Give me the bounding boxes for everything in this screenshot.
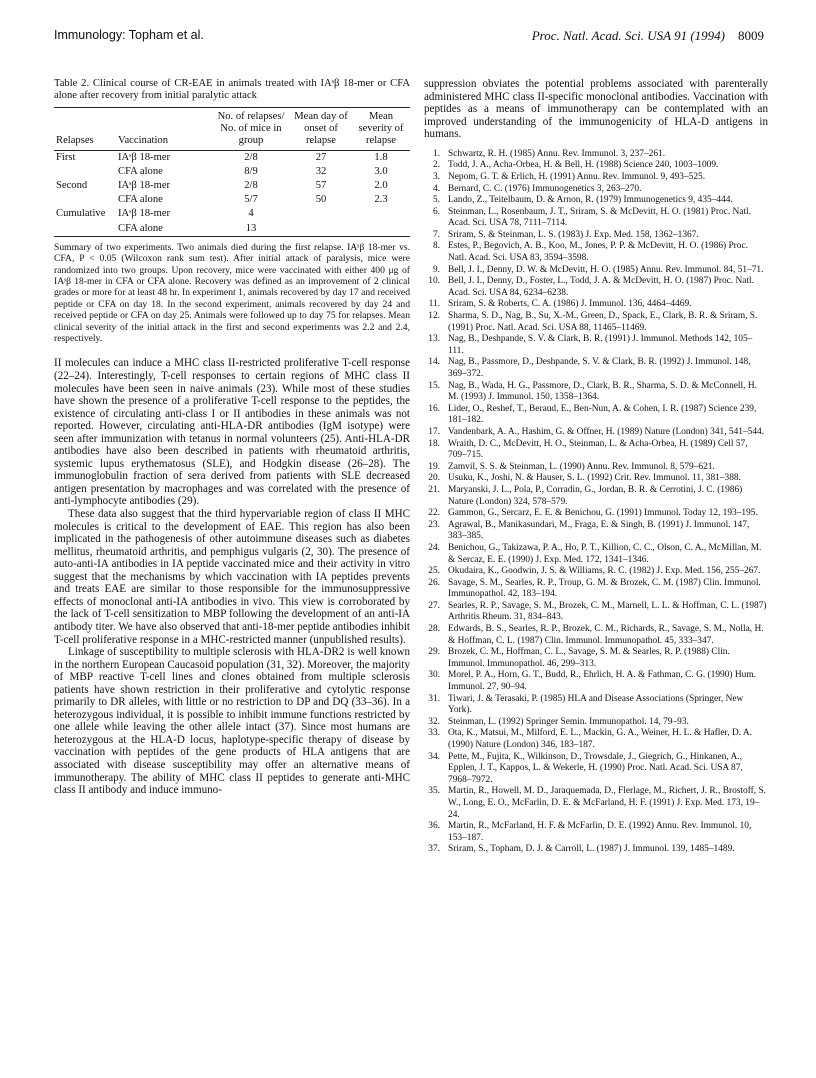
table-row <box>54 207 410 221</box>
page-number: 8009 <box>738 28 764 43</box>
reference-item <box>424 172 768 184</box>
paragraph: suppression obviates the potential problems associated with parenterally administered MHC class II-specific monoclonal antibodies. Vaccination with peptides as a means of immunotherapy can be contemplated with an improved understanding of the immunogenicity of HLA-D antigens in humans. <box>424 78 768 141</box>
table-body <box>54 150 410 236</box>
table-cell: First <box>56 151 76 163</box>
reference-number: 36. <box>428 821 440 832</box>
reference-text: Okudaira, K., Goodwin, J. S. & Williams, R. C. (1982) J. Exp. Med. 156, 255–267. <box>448 566 761 577</box>
reference-item <box>424 578 768 601</box>
reference-item <box>424 647 768 670</box>
reference-item <box>424 844 768 856</box>
reference-number: 15. <box>428 380 440 391</box>
reference-item <box>424 265 768 277</box>
header-section: Immunology: Topham et al. <box>54 28 204 42</box>
reference-text: Zamvil, S. S. & Steinman, L. (1990) Annu. Rev. Immunol. 8, 579–621. <box>448 461 715 472</box>
reference-list <box>424 149 768 856</box>
table-cell: 27 <box>315 151 327 163</box>
table-cell: IAˢβ 18-mer <box>118 151 171 163</box>
reference-text: Usuku, K., Joshi, N. & Hauser, S. L. (1992) Crit. Rev. Immunol. 11, 381–388. <box>448 473 741 484</box>
reference-text: Nag, B., Deshpande, S. V. & Clark, B. R. (1991) J. Immunol. Methods 142, 105–111. <box>448 334 753 356</box>
reference-number: 32. <box>428 716 440 727</box>
reference-number: 29. <box>428 647 440 658</box>
reference-number: 13. <box>428 334 440 345</box>
reference-text: Tiwari, J. & Terasaki, P. (1985) HLA and Disease Associations (Springer, New York). <box>448 693 744 716</box>
reference-number: 19. <box>428 461 440 472</box>
reference-text: Bell, J. I., Denny, D., Foster, L., Todd, J. A. & McDevitt, H. O. (1987) Proc. Natl. Acad. Sci. USA 84, 6234–6238. <box>448 276 754 298</box>
reference-number: 6. <box>432 206 440 217</box>
reference-text: Bell, J. I., Denny, D. W. & McDevitt, H. O. (1985) Annu. Rev. Immunol. 84, 51–71. <box>448 264 764 275</box>
table-cell: 5/7 <box>244 194 258 206</box>
reference-text: Martin, R., McFarland, H. F. & McFarlin, D. E. (1992) Annu. Rev. Immunol. 10, 153–187. <box>448 821 752 843</box>
reference-number: 21. <box>428 484 440 495</box>
reference-number: 27. <box>428 600 440 611</box>
reference-number: 11. <box>428 299 440 310</box>
table-cell: 32 <box>315 165 327 177</box>
table-row <box>54 179 410 193</box>
table-cell: 2.0 <box>374 180 388 191</box>
table-header-cell: No. of relapses/ No. of mice in group <box>217 110 285 146</box>
table-cell: 2/8 <box>244 151 258 163</box>
table-cell: 2/8 <box>244 180 258 191</box>
reference-item <box>424 357 768 380</box>
reference-item <box>424 717 768 729</box>
reference-number: 26. <box>428 577 440 588</box>
reference-text: Benichou, G., Takizawa, P. A., Ho, P. T., Killion, C. C., Olson, C. A., McMillan, M. & Sercaz, E. E. (1990) J. Exp. Med. 172, 1341–1346. <box>448 542 762 565</box>
reference-number: 8. <box>432 241 440 252</box>
reference-item <box>424 462 768 474</box>
table-header-cell: Mean severity of relapse <box>358 110 404 146</box>
right-body-text <box>424 78 768 141</box>
reference-text: Agrawal, B., Manikasundari, M., Fraga, E. & Singh, B. (1991) J. Immunol. 147, 383–385. <box>448 519 750 542</box>
reference-item <box>424 508 768 520</box>
table-header-cell: Relapses <box>56 134 94 146</box>
reference-item <box>424 241 768 264</box>
reference-text: Nepom, G. T. & Erlich, H. (1991) Annu. Rev. Immunol. 9, 493–525. <box>448 171 706 182</box>
reference-text: Nag, B., Passmore, D., Deshpande, S. V. & Clark, B. R. (1992) J. Immunol. 148, 369–372. <box>448 357 751 380</box>
reference-number: 2. <box>432 160 440 171</box>
reference-text: Edwards, B. S., Searles, R. P., Brozek, C. M., Richards, R., Savage, S. M., Nolla, H. & Hoffman, C. L. (1987) Clin. Immunol. Immunopathol. 45, 333–347. <box>448 624 764 646</box>
paragraph: II molecules can induce a MHC class II-restricted proliferative T-cell response (22–24). Interestingly, T-cell responses to certain regions of MHC class II molecules have been seen in naive animals (23). While most of these studies have shown the presence of a proliferative T-cell response to the peptides, the existence of circulating anti-class I or II antibodies in these animals was not reported. However, circulating anti-HLA-DR antibodies (IgM isotype) were seen after immunization with tetanus in normal volunteers (25). Anti-HLA-DR antibodies have also been described in patients with rheumatoid arthritis, systemic lupus erythematosus (SLE), and Hodgkin disease (26–28). The immunoglobulin fraction of sera derived from patients with SLE decreased antigen presentation by macrophages and was correlated with the presence of anti-lymphocyte antibodies (29). <box>54 357 410 508</box>
reference-number: 20. <box>428 473 440 484</box>
reference-text: Steinman, L., Rosenbaum, J. T., Sriram, S. & McDevitt, H. O. (1981) Proc. Natl. Acad. Sci. USA 78, 7111–7114. <box>448 206 752 229</box>
header-journal-page <box>532 28 764 44</box>
reference-item <box>424 299 768 311</box>
table-cell <box>54 193 116 207</box>
reference-item <box>424 439 768 462</box>
left-column <box>54 78 410 797</box>
reference-number: 3. <box>432 171 440 182</box>
table-footnote: Summary of two experiments. Two animals died during the first relapse. IAˢβ 18-mer vs. CFA, P < 0.05 (Wilcoxon rank sum test). After initial attack of paralysis, mice were randomized into two groups. Upon recovery, mice were vaccinated with either 400 μg of IAˢβ 18-mer in CFA or CFA alone. Recovery was defined as an improvement of 2 clinical grades or more for at least 48 hr. In experiment 1, animals recovered by day 17 and received peptide or CFA on day 18. In the second experiment, animals recovered by day 24 and received peptide or CFA on day 25. Animals were followed up to day 75 for relapses. Mean clinical severity of the initial attack in the first and second experiments was 2.2 and 2.4, respectively. <box>54 241 410 345</box>
table-cell: 57 <box>315 180 327 191</box>
reference-text: Schwartz, R. H. (1985) Annu. Rev. Immunol. 3, 237–261. <box>448 148 666 159</box>
table-cell: 50 <box>315 194 327 206</box>
reference-number: 16. <box>428 403 440 414</box>
table-cell <box>54 222 116 237</box>
reference-number: 17. <box>428 426 440 437</box>
reference-number: 9. <box>432 264 440 275</box>
table-cell: 2.3 <box>374 194 388 206</box>
reference-item <box>424 207 768 230</box>
reference-item <box>424 427 768 439</box>
reference-number: 35. <box>428 786 440 797</box>
reference-number: 10. <box>428 276 440 287</box>
reference-item <box>424 601 768 624</box>
reference-text: Ota, K., Matsui, M., Milford, E. L., Mackin, G. A., Weiner, H. L. & Hafler, D. A. (1990) Nature (London) 346, 183–187. <box>448 728 753 751</box>
reference-number: 25. <box>428 566 440 577</box>
table-cell: 1.8 <box>374 151 388 163</box>
reference-text: Vandenbark, A. A., Hashim, G. & Offner, H. (1989) Nature (London) 341, 541–544. <box>448 426 765 437</box>
reference-item <box>424 149 768 161</box>
table-row <box>54 193 410 207</box>
table-cell: 4 <box>248 208 254 220</box>
reference-item <box>424 381 768 404</box>
reference-number: 18. <box>428 438 440 449</box>
table-cell <box>290 222 352 237</box>
table-cell: Cumulative <box>56 208 106 220</box>
table-cell: IAˢβ 18-mer <box>118 208 171 220</box>
reference-number: 1. <box>432 148 440 159</box>
reference-text: Todd, J. A., Acha-Orbea, H. & Bell, H. (1988) Science 240, 1003–1009. <box>448 160 719 171</box>
reference-item <box>424 786 768 821</box>
table-header-cell: Vaccination <box>118 134 169 146</box>
reference-number: 31. <box>428 693 440 704</box>
header-journal: Proc. Natl. Acad. Sci. USA 91 (1994) <box>531 28 725 43</box>
table-row <box>54 222 410 237</box>
reference-item <box>424 566 768 578</box>
reference-number: 24. <box>428 542 440 553</box>
table-cell: 3.0 <box>374 165 388 177</box>
left-body-text <box>54 357 410 796</box>
reference-text: Wraith, D. C., McDevitt, H. O., Steinman, L. & Acha-Orbea, H. (1989) Cell 57, 709–715. <box>448 438 748 461</box>
reference-item <box>424 728 768 751</box>
reference-text: Sharma, S. D., Nag, B., Su, X.-M., Green, D., Spack, E., Clark, B. R. & Sriram, S. (1991) Proc. Natl. Acad. Sci. USA 88, 11465–11469. <box>448 311 758 333</box>
reference-text: Sriram, S. & Roberts, C. A. (1986) J. Immunol. 136, 4464–4469. <box>448 299 692 310</box>
table-caption: Table 2. Clinical course of CR-EAE in animals treated with IAˢβ 18-mer or CFA alone after recovery from initial paralytic attack <box>54 78 410 102</box>
table-header-row <box>54 107 410 150</box>
reference-number: 12. <box>428 311 440 322</box>
reference-text: Maryanski, J. L., Pola, P., Corradin, G., Jordan, B. R. & Cerrotini, J. C. (1986) Nature (London) 324, 578–579. <box>448 484 743 507</box>
table-cell: 13 <box>245 222 257 234</box>
reference-text: Lando, Z., Teitelbaum, D. & Arnon, R. (1979) Immunogenetics 9, 435–444. <box>448 195 733 206</box>
reference-item <box>424 485 768 508</box>
reference-item <box>424 543 768 566</box>
reference-text: Morel, P. A., Horn, G. T., Budd, R., Ehrlich, H. A. & Fathman, C. G. (1990) Hum. Immunol. 27, 90–94. <box>448 670 756 693</box>
reference-item <box>424 230 768 242</box>
reference-number: 14. <box>428 357 440 368</box>
reference-item <box>424 195 768 207</box>
reference-number: 34. <box>428 751 440 762</box>
reference-text: Estes, P., Begovich, A. B., Koo, M., Jones, P. P. & McDevitt, H. O. (1986) Proc. Natl. Acad. Sci. USA 83, 3594–3598. <box>448 241 748 264</box>
table-cell: IAˢβ 18-mer <box>118 180 171 191</box>
reference-number: 22. <box>428 508 440 519</box>
reference-item <box>424 160 768 172</box>
running-header <box>54 28 764 48</box>
reference-text: Brozek, C. M., Hoffman, C. L., Savage, S. M. & Searles, R. P. (1988) Clin. Immunol. Immunopathol. 46, 299–313. <box>448 647 730 669</box>
paragraph: Linkage of susceptibility to multiple sclerosis with HLA-DR2 is well known in the northern European Caucasoid population (31, 32). Moreover, the majority of MBP reactive T-cell lines and clones obtained from multiple sclerosis patients have shown restriction in their proliferative and cytolytic response primarily to DR alleles, with little or no restriction to DP and DQ (33–36). In a heterozygous individual, it is possible to inhibit immune functions restricted by one allele while leaving the other allele intact (37). Since most humans are heterozygous at the HLA-D locus, haplotype-specific therapy of disease by vaccination with peptides of the gene products of HLA antigens that are associated with disease susceptibility may offer an alternative means of immunotherapy. The ability of MHC class II peptides to generate anti-MHC class II antibody and induce immuno- <box>54 646 411 797</box>
table-header-cell: Mean day of onset of relapse <box>294 110 348 146</box>
reference-text: Bernard, C. C. (1976) Immunogenetics 3, 263–270. <box>448 183 642 194</box>
table-cell: CFA alone <box>118 222 163 234</box>
reference-item <box>424 311 768 334</box>
reference-text: Searles, R. P., Savage, S. M., Brozek, C. M., Marnell, L. L. & Hoffman, C. L. (1987) Arthritis Rheum. 31, 834–843. <box>448 600 767 623</box>
table-cell <box>54 165 116 179</box>
reference-item <box>424 694 768 717</box>
table-2 <box>54 107 410 237</box>
table-cell: Second <box>56 180 88 191</box>
reference-number: 28. <box>428 624 440 635</box>
reference-text: Martin, R., Howell, M. D., Jaraquemada, D., Flerlage, M., Richert, J. R., Brostoff, S. W., Long, E. O., McFarlin, D. E. & McFarland, H. F. (1991) J. Exp. Med. 173, 19–24. <box>448 786 767 820</box>
reference-text: Lider, O., Reshef, T., Beraud, E., Ben-Nun, A. & Cohen, I. R. (1987) Science 239, 181–182. <box>448 403 757 426</box>
reference-item <box>424 276 768 299</box>
reference-item <box>424 520 768 543</box>
reference-item <box>424 334 768 357</box>
table-row <box>54 150 410 165</box>
reference-number: 33. <box>428 728 440 739</box>
reference-text: Pette, M., Fujita, K., Wilkinson, D., Trowsdale, J., Giegrich, G., Hinkanen, A., Epplen, J. T., Kappos, L. & Wekerle, H. (1990) Proc. Natl. Acad. Sci. USA 87, 7968–7972. <box>448 751 743 785</box>
reference-number: 30. <box>428 670 440 681</box>
reference-text: Sriram, S., Topham, D. J. & Carroll, L. (1987) J. Immunol. 139, 1485–1489. <box>448 844 735 855</box>
reference-number: 7. <box>432 229 440 240</box>
reference-item <box>424 624 768 647</box>
paragraph: These data also suggest that the third hypervariable region of class II MHC molecules is critical to the development of EAE. This region has also been implicated in the pathogenesis of other autoimmune diseases such as diabetes mellitus, rheumatoid arthritis, and pemphigus vulgaris (2, 30). The presence of auto-anti-IA antibodies in IA peptide vaccinated mice and their activity in vitro suggest that the mechanisms by which vaccination with IA peptides prevents and treats EAE are similar to those responsible for the immunosuppressive effects of monoclonal anti-IA antibodies in vivo. This view is corroborated by the lack of T-cell sensitization to MBP following the development of an anti-IA antibody titer. We have also observed that anti-18-mer peptide antibodies inhibit T-cell proliferative response in a MHC-restricted manner (unpublished results). <box>54 508 410 646</box>
reference-text: Gammon, G., Sercarz, E. E. & Benichou, G. (1991) Immunol. Today 12, 193–195. <box>448 508 758 519</box>
reference-item <box>424 821 768 844</box>
reference-text: Sriram, S. & Steinman, L. S. (1983) J. Exp. Med. 158, 1362–1367. <box>448 229 699 240</box>
reference-item <box>424 404 768 427</box>
reference-text: Nag, B., Wada, H. G., Passmore, D., Clark, B. R., Sharma, S. D. & McConnell, H. M. (1993) J. Immunol. 150, 1358–1364. <box>448 380 757 403</box>
reference-item <box>424 473 768 485</box>
table-cell: 8/9 <box>244 165 258 177</box>
reference-number: 5. <box>432 195 440 206</box>
right-column <box>424 78 768 856</box>
reference-number: 4. <box>432 183 440 194</box>
table-cell: CFA alone <box>118 194 163 206</box>
reference-text: Steinman, L. (1992) Springer Semin. Immunopathol. 14, 79–93. <box>448 716 689 727</box>
reference-item <box>424 670 768 693</box>
table-cell <box>290 207 352 221</box>
reference-number: 23. <box>428 519 440 530</box>
table-cell <box>352 207 410 221</box>
table-cell: CFA alone <box>118 165 163 177</box>
reference-number: 37. <box>428 844 440 855</box>
reference-item <box>424 752 768 787</box>
table-cell <box>352 222 410 237</box>
table-row <box>54 165 410 179</box>
reference-item <box>424 184 768 196</box>
reference-text: Savage, S. M., Searles, R. P., Troup, G. M. & Brozek, C. M. (1987) Clin. Immunol. Immunopathol. 42, 183–194. <box>448 577 761 600</box>
